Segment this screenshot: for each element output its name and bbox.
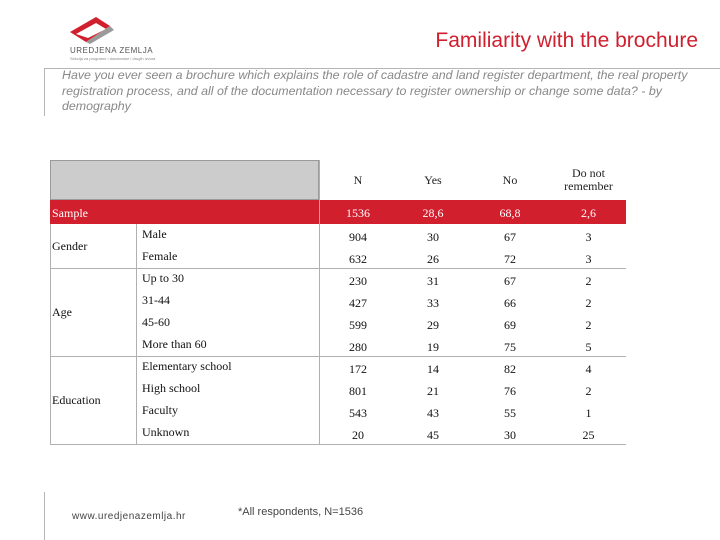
column-no: No (502, 172, 518, 187)
cell-no: 66 (504, 296, 516, 310)
footer-note: *All respondents, N=1536 (238, 506, 364, 518)
cell-yes: 21 (427, 384, 439, 398)
sample-row (50, 200, 626, 224)
cell-n: 599 (349, 318, 367, 332)
cell-do-not-remember: 2 (585, 384, 592, 398)
table-row (136, 422, 626, 444)
column-separator (136, 224, 137, 444)
cell-n: 904 (349, 230, 367, 244)
cell-n: 172 (349, 362, 367, 376)
table-row (136, 224, 626, 246)
cell-do-not-remember: 2 (585, 296, 592, 310)
sample-label: Sample (52, 206, 88, 220)
brand-name: UREDJENA ZEMLJA (70, 46, 154, 55)
group-label-age: Age (52, 304, 72, 319)
cell-n: 280 (349, 340, 367, 354)
cell-n: 20 (352, 428, 364, 442)
table-bottom-border (50, 444, 626, 445)
cell-no: 75 (504, 340, 516, 354)
table-row (136, 356, 626, 378)
column-yes: Yes (424, 172, 442, 187)
table-row (136, 268, 626, 290)
table-header (50, 160, 626, 200)
cell-no: 67 (504, 274, 516, 288)
cell-yes: 30 (427, 230, 439, 244)
brand-logo (66, 14, 216, 64)
group-label-education: Education (52, 392, 101, 407)
cell-n: 632 (349, 252, 367, 266)
cell-n: 543 (349, 406, 367, 420)
cell-n: 230 (349, 274, 367, 288)
cell-no: 72 (504, 252, 516, 266)
header-vertical-divider (44, 68, 45, 116)
cell-yes: 33 (427, 296, 439, 310)
row-label: 31-44 (142, 293, 170, 307)
cell-do-not-remember: 1 (585, 406, 592, 420)
row-label: 45-60 (142, 315, 170, 329)
cell-yes: 29 (427, 318, 439, 332)
cell-do-not-remember: 3 (585, 252, 592, 266)
cell-yes: 45 (427, 428, 439, 442)
cell-yes: 26 (427, 252, 439, 266)
column-separator (319, 160, 320, 444)
sample-yes: 28,6 (422, 206, 444, 220)
cell-do-not-remember: 2 (585, 274, 592, 288)
cell-no: 82 (504, 362, 516, 376)
cell-yes: 14 (427, 362, 439, 376)
header-blank-cell (50, 160, 319, 200)
cell-no: 76 (504, 384, 516, 398)
cell-do-not-remember: 5 (585, 340, 592, 354)
cell-no: 55 (504, 406, 516, 420)
cell-yes: 31 (427, 274, 439, 288)
sample-n: 1536 (346, 206, 370, 220)
cell-no: 30 (504, 428, 516, 442)
table-row (136, 400, 626, 422)
cell-do-not-remember: 25 (582, 428, 595, 442)
group-label-gender: Gender (52, 238, 88, 253)
cell-n: 801 (349, 384, 367, 398)
table-row (136, 246, 626, 268)
column-do-not-remember: Do not remember (564, 166, 613, 193)
column-separator (50, 224, 51, 444)
sample-do-not-remember: 2,6 (581, 206, 596, 220)
table-row (136, 290, 626, 312)
row-label: Elementary school (142, 359, 232, 373)
slide-title: Familiarity with the brochure (435, 29, 698, 52)
cell-do-not-remember: 3 (585, 230, 592, 244)
cell-do-not-remember: 2 (585, 318, 592, 332)
cell-n: 427 (349, 296, 367, 310)
cell-do-not-remember: 4 (585, 362, 592, 376)
row-label: Male (142, 227, 167, 241)
cell-no: 69 (504, 318, 516, 332)
brand-tagline: Sekcija za programe i donatorske i drugih izvora (70, 56, 156, 61)
sample-no: 68,8 (499, 206, 521, 220)
table-row (136, 312, 626, 334)
footer-website-link[interactable]: www.uredjenazemlja.hr (72, 511, 186, 522)
table-row (136, 334, 626, 356)
row-label: Faculty (142, 403, 178, 417)
column-n: N (353, 172, 363, 187)
cell-no: 67 (504, 230, 516, 244)
footer-vertical-divider (44, 492, 45, 540)
cell-yes: 19 (427, 340, 439, 354)
table-row (136, 378, 626, 400)
row-label: More than 60 (142, 337, 207, 351)
row-label: Female (142, 249, 178, 263)
logo-mark-icon (66, 14, 136, 46)
row-label: Unknown (142, 425, 190, 439)
row-label: High school (142, 381, 201, 395)
survey-question: Have you ever seen a brochure which explains the role of cadastre and land register department, the real property registration process, and all of the documentation necessary to register ownership or change some data? - by demography (62, 68, 688, 113)
row-label: Up to 30 (142, 271, 184, 285)
cell-yes: 43 (427, 406, 439, 420)
